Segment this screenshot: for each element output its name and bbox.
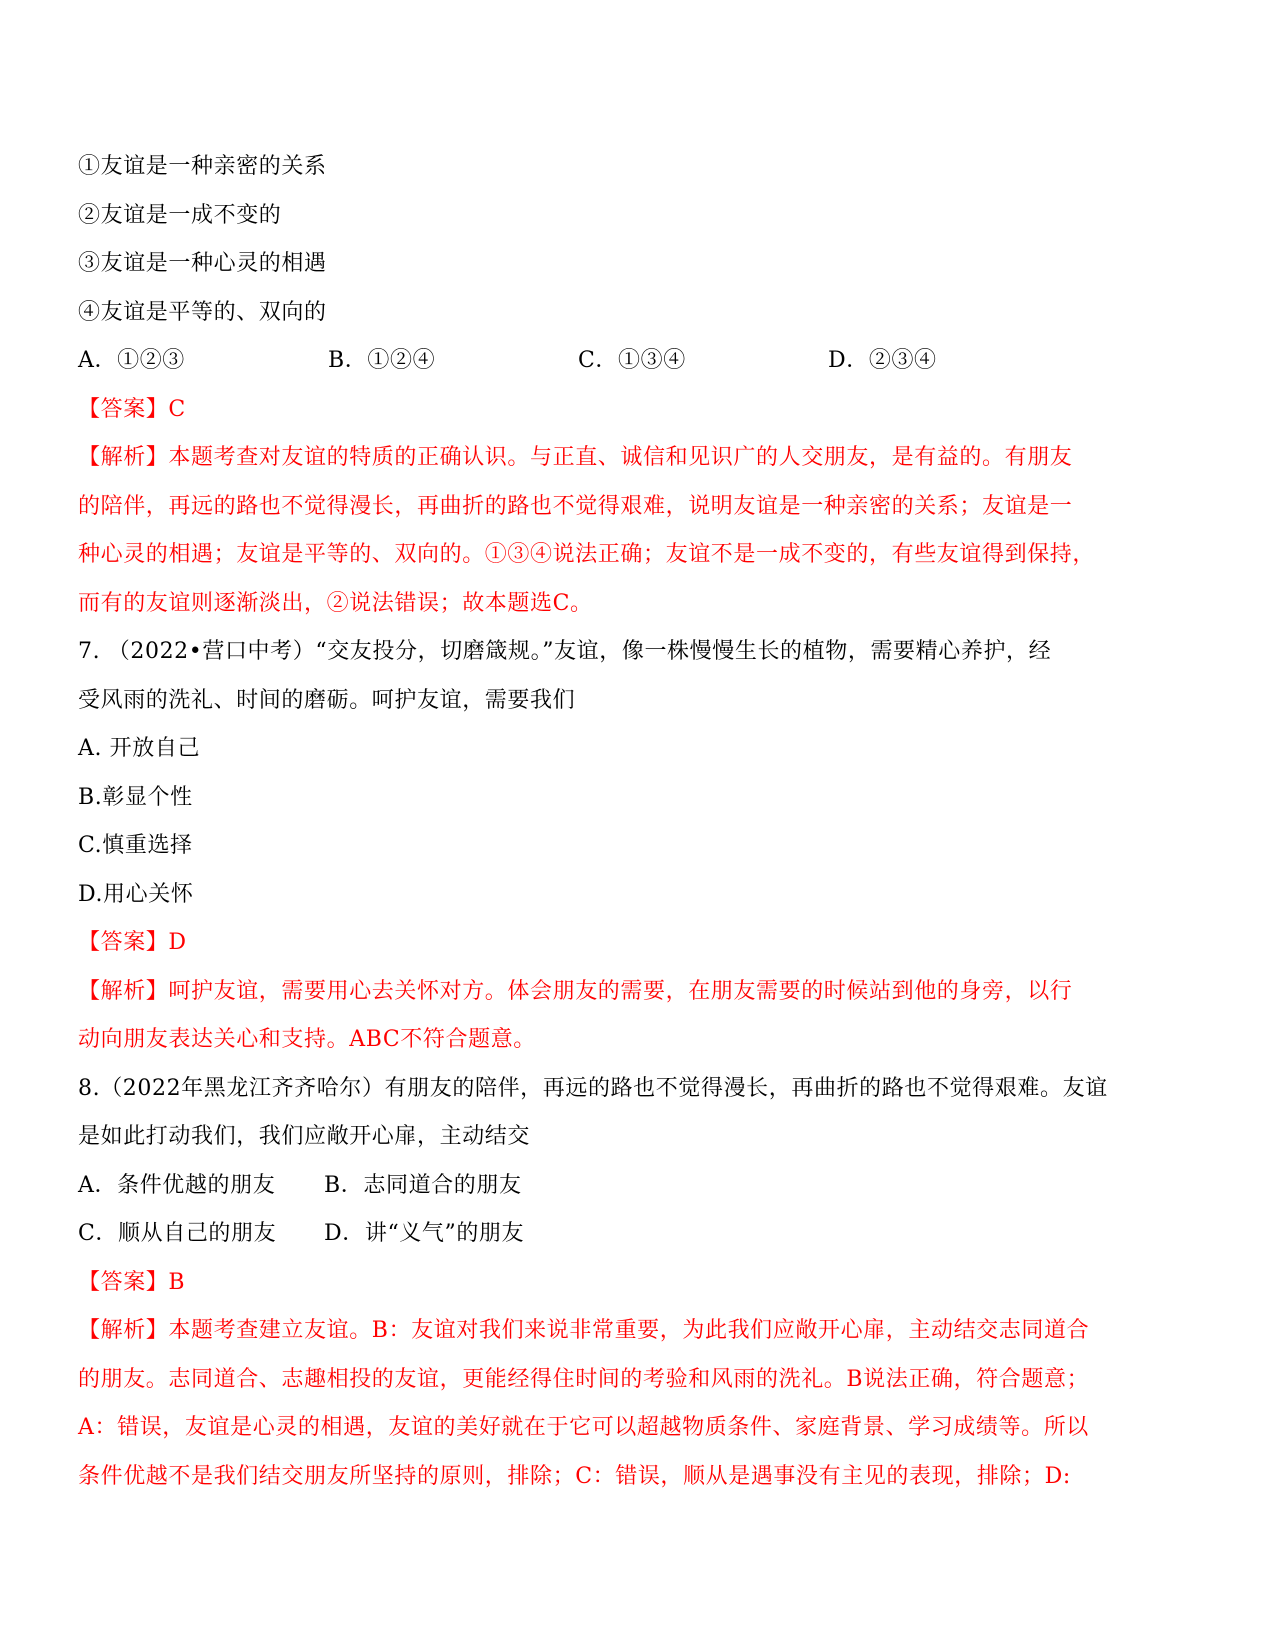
q6-analysis-line: 的陪伴，再远的路也不觉得漫长，再曲折的路也不觉得艰难，说明友谊是一种亲密的关系；友谊是一 — [78, 493, 1073, 519]
q7-analysis-line: 动向朋友表达关心和支持。ABC不符合题意。 — [78, 1027, 536, 1052]
statement-1: ①友谊是一种亲密的关系 — [78, 154, 327, 179]
q6-analysis-line: 【解析】本题考查对友谊的特质的正确认识。与正直、诚信和见识广的人交朋友，是有益的。有朋友 — [78, 445, 1073, 470]
q8-stem-line: 8.（2022年黑龙江齐齐哈尔）有朋友的陪伴，再远的路也不觉得漫长，再曲折的路也不觉得艰难。友谊 — [78, 1075, 1108, 1101]
q7-option-c: C.慎重选择 — [78, 833, 193, 858]
q8-analysis-line: 【解析】本题考查建立友谊。B：友谊对我们来说非常重要，为此我们应敞开心扉，主动结交志同道合 — [78, 1318, 1090, 1343]
q6-analysis-line: 而有的友谊则逐渐淡出，②说法错误；故本题选C。 — [78, 590, 593, 616]
q8-option-a: A．条件优越的朋友 — [78, 1172, 276, 1198]
q7-stem-line: 受风雨的洗礼、时间的磨砺。呵护友谊，需要我们 — [78, 687, 576, 713]
q6-analysis-line: 种心灵的相遇；友谊是平等的、双向的。①③④说法正确；友谊不是一成不变的，有些友谊得到保持， — [78, 542, 1096, 567]
q6-option-b: B．①②④ — [328, 348, 436, 373]
q6-option-a: A．①②③ — [78, 348, 185, 373]
q8-options-row-2 — [78, 1210, 1208, 1259]
q8-options-row-1 — [78, 1162, 1208, 1211]
q7-answer: 【答案】D — [78, 930, 187, 955]
q6-options-row — [78, 337, 1208, 386]
q8-stem-line: 是如此打动我们，我们应敞开心扉，主动结交 — [78, 1124, 531, 1149]
q7-stem-line: 7. （2022•营口中考）“交友投分，切磨箴规。”友谊，像一株慢慢生长的植物，需要精心养护，经 — [78, 639, 1052, 664]
statement-2: ②友谊是一成不变的 — [78, 202, 282, 228]
statement-3: ③友谊是一种心灵的相遇 — [78, 251, 327, 276]
q7-option-d: D.用心关怀 — [78, 881, 194, 907]
q8-option-c: C．顺从自己的朋友 — [78, 1221, 277, 1246]
q8-option-d: D．讲“义气”的朋友 — [324, 1221, 525, 1246]
q6-option-c: C．①③④ — [578, 348, 686, 373]
statement-4: ④友谊是平等的、双向的 — [78, 299, 327, 325]
document-page — [78, 143, 1208, 1501]
q8-analysis-line: 条件优越不是我们结交朋友所坚持的原则，排除；C：错误，顺从是遇事没有主见的表现，排除；D: — [78, 1463, 1071, 1489]
q8-analysis-line: A：错误，友谊是心灵的相遇，友谊的美好就在于它可以超越物质条件、家庭背景、学习成绩等。所以 — [78, 1415, 1089, 1440]
q6-option-d: D．②③④ — [828, 348, 937, 373]
q6-answer: 【答案】C — [78, 396, 186, 422]
q8-option-b: B．志同道合的朋友 — [324, 1172, 522, 1198]
q8-analysis-line: 的朋友。志同道合、志趣相投的友谊，更能经得住时间的考验和风雨的洗礼。B说法正确，符合题意； — [78, 1366, 1090, 1392]
q8-answer: 【答案】B — [78, 1269, 186, 1295]
q7-analysis-line: 【解析】呵护友谊，需要用心去关怀对方。体会朋友的需要，在朋友需要的时候站到他的身旁，以行 — [78, 978, 1073, 1004]
q7-option-a: A. 开放自己 — [78, 736, 201, 761]
q7-option-b: B.彰显个性 — [78, 784, 193, 810]
